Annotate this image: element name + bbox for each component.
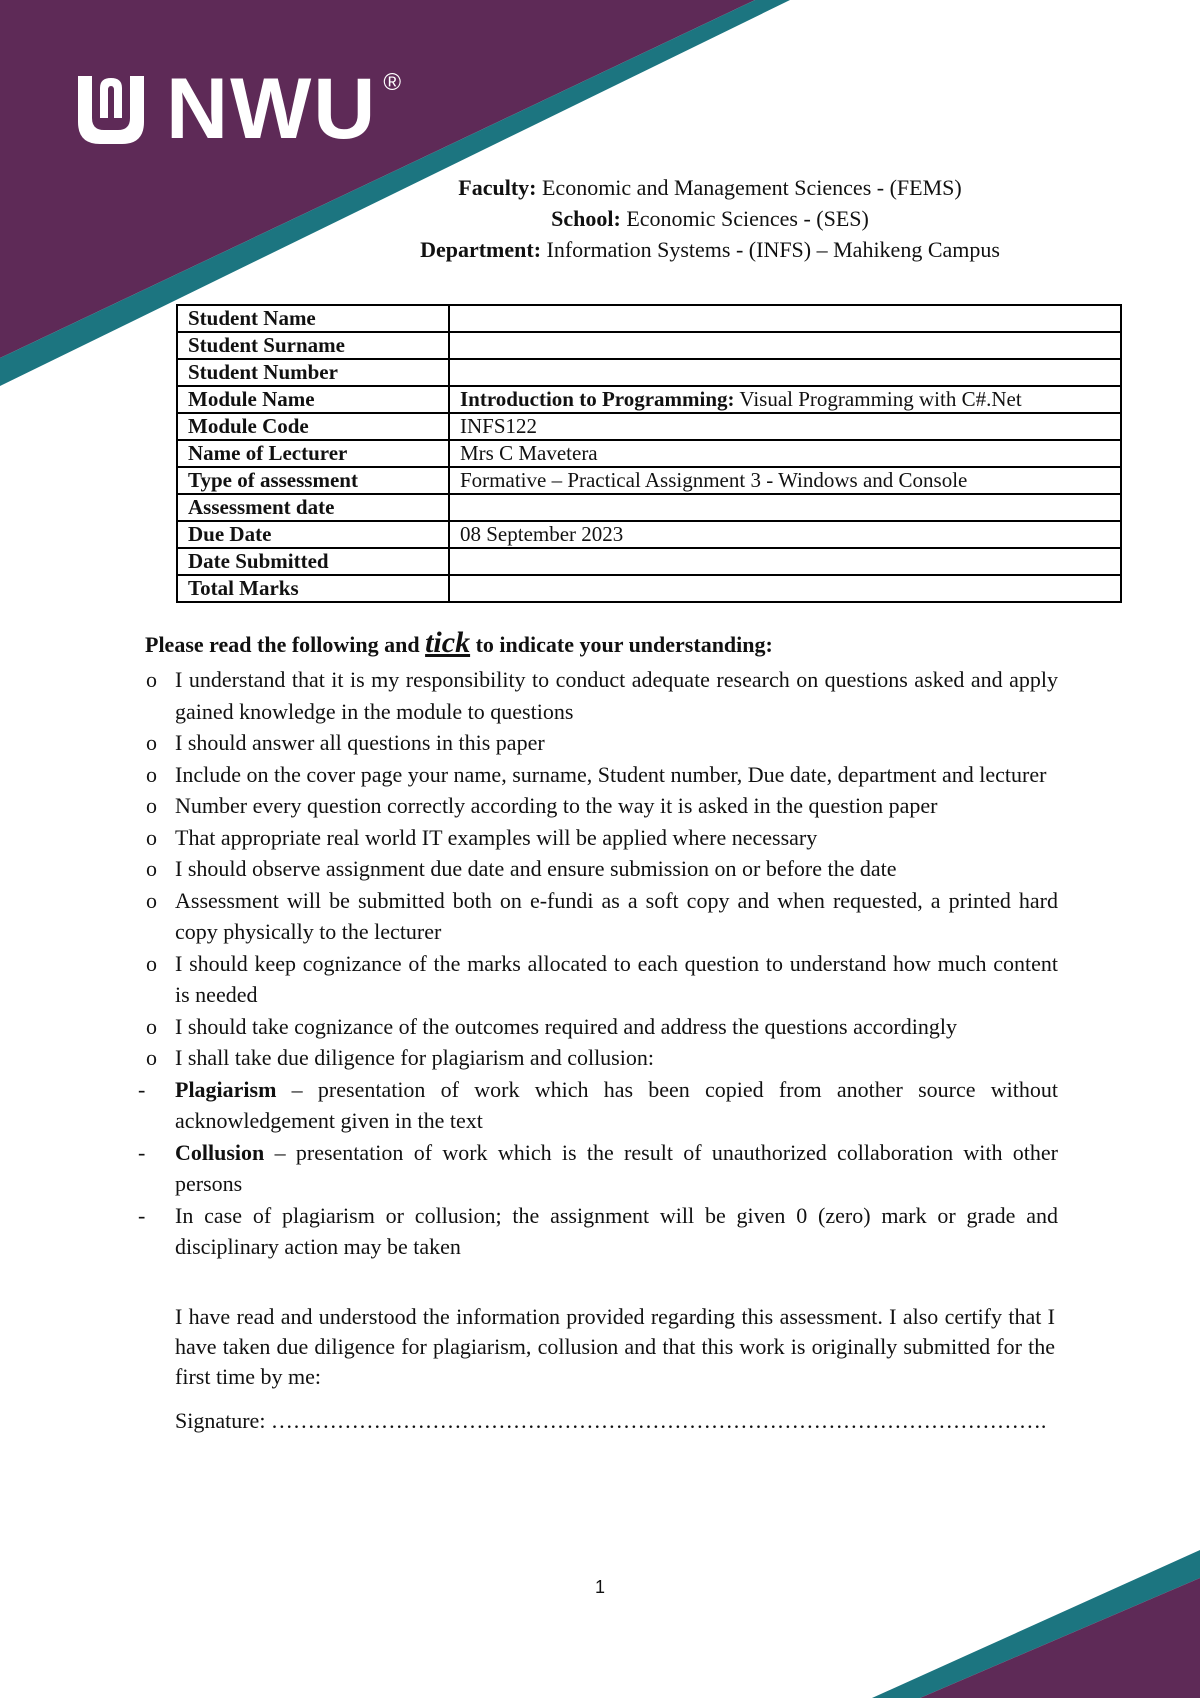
dash-item xyxy=(138,1074,1058,1137)
checklist-item-text: I should take cognizance of the outcomes required and address the questions accordingly xyxy=(175,1013,957,1039)
nwu-emblem-icon xyxy=(70,68,152,150)
table-row xyxy=(177,494,1121,521)
circle-bullet-icon: o xyxy=(146,856,157,881)
logo-text: NWU xyxy=(166,61,378,157)
field-value xyxy=(449,494,1121,521)
field-value xyxy=(449,575,1121,602)
field-value xyxy=(449,359,1121,386)
field-label: Total Marks xyxy=(177,575,449,602)
dash-bullet-icon: - xyxy=(138,1076,146,1102)
page-number: 1 xyxy=(594,1577,605,1597)
field-label: Type of assessment xyxy=(177,467,449,494)
checklist-item xyxy=(138,727,1058,759)
field-label: Assessment date xyxy=(177,494,449,521)
department-line xyxy=(300,234,1120,265)
field-label: Student Number xyxy=(177,359,449,386)
circle-bullet-icon: o xyxy=(146,824,157,850)
faculty-line xyxy=(300,172,1120,203)
table-row xyxy=(177,521,1121,548)
school-line xyxy=(300,203,1120,234)
circle-bullet-icon: o xyxy=(146,730,157,755)
table-row xyxy=(177,575,1121,602)
dash-item-term: Plagiarism xyxy=(175,1076,277,1102)
dash-item-text: – presentation of work which has been copied from another source without acknowledgement given in the text xyxy=(175,1076,1058,1133)
field-label: Date Submitted xyxy=(177,548,449,575)
field-label: Module Code xyxy=(177,413,449,440)
instructions-post: to indicate your understanding: xyxy=(470,632,773,657)
faculty-label: Faculty: xyxy=(458,175,537,200)
field-value: Mrs C Mavetera xyxy=(449,440,1121,467)
school-label: School: xyxy=(551,206,621,231)
table-row xyxy=(177,467,1121,494)
checklist-item-text: I shall take due diligence for plagiarism and collusion: xyxy=(175,1045,654,1070)
nwu-logo xyxy=(70,61,402,157)
faculty-header xyxy=(300,172,1120,265)
field-value xyxy=(449,305,1121,332)
checklist-item xyxy=(138,1011,1058,1043)
circle-bullet-icon: o xyxy=(146,667,157,692)
table-row xyxy=(177,386,1121,413)
checklist-item-text: I understand that it is my responsibility to conduct adequate research on questions asked and apply gained knowledge in the module to questions xyxy=(175,667,1058,724)
registered-mark: ® xyxy=(383,69,402,96)
field-value xyxy=(449,332,1121,359)
checklist-item xyxy=(138,853,1058,885)
circle-bullet-icon: o xyxy=(146,761,157,787)
circle-bullet-icon: o xyxy=(146,1013,157,1039)
circle-bullet-icon: o xyxy=(146,887,157,913)
dash-item xyxy=(138,1137,1058,1200)
checklist-item-text: Include on the cover page your name, surname, Student number, Due date, department and lecturer xyxy=(175,761,1047,787)
dash-item xyxy=(138,1200,1058,1263)
field-label: Name of Lecturer xyxy=(177,440,449,467)
checklist-item xyxy=(138,790,1058,822)
field-label: Student Surname xyxy=(177,332,449,359)
field-value xyxy=(449,548,1121,575)
field-value: Formative – Practical Assignment 3 - Windows and Console xyxy=(449,467,1121,494)
dash-item-text: In case of plagiarism or collusion; the assignment will be given 0 (zero) mark or grade and disciplinary action may be taken xyxy=(175,1202,1058,1259)
checklist-item-text: Number every question correctly according to the way it is asked in the question paper xyxy=(175,793,938,818)
field-value xyxy=(449,386,1121,413)
checklist xyxy=(138,664,1058,1263)
dash-item-text: – presentation of work which is the result of unauthorized collaboration with other persons xyxy=(175,1139,1058,1196)
field-value-text: Visual Programming with C#.Net xyxy=(734,387,1022,411)
table-row xyxy=(177,440,1121,467)
checklist-item xyxy=(138,664,1058,727)
checklist-item-text: I should keep cognizance of the marks allocated to each question to understand how much content is needed xyxy=(175,950,1058,1007)
instructions-pre: Please read the following and xyxy=(145,632,426,657)
checklist-item xyxy=(138,759,1058,791)
checklist-item xyxy=(138,822,1058,854)
checklist-item-text: Assessment will be submitted both on e-fundi as a soft copy and when requested, a printed hard copy physically to the lecturer xyxy=(175,887,1058,944)
checklist-item-text: That appropriate real world IT examples will be applied where necessary xyxy=(175,824,818,850)
field-label: Student Name xyxy=(177,305,449,332)
field-value-bold: Introduction to Programming: xyxy=(460,387,735,411)
circle-bullet-icon: o xyxy=(146,1045,157,1070)
field-value: 08 September 2023 xyxy=(449,521,1121,548)
field-label: Due Date xyxy=(177,521,449,548)
signature-line: Signature: ……………………………………………………………………………………………. xyxy=(175,1408,1047,1433)
faculty-value: Economic and Management Sciences - (FEMS) xyxy=(541,175,962,200)
school-value: Economic Sciences - (SES) xyxy=(626,206,869,231)
department-value: Information Systems - (INFS) – Mahikeng Campus xyxy=(546,237,1000,262)
tick-word: tick xyxy=(425,626,471,659)
table-row xyxy=(177,413,1121,440)
checklist-item-text: I should observe assignment due date and ensure submission on or before the date xyxy=(175,856,897,881)
table-row xyxy=(177,332,1121,359)
field-value: INFS122 xyxy=(449,413,1121,440)
dash-bullet-icon: - xyxy=(138,1139,146,1165)
circle-bullet-icon: o xyxy=(146,950,157,976)
field-label: Module Name xyxy=(177,386,449,413)
declaration-text: I have read and understood the information provided regarding this assessment. I also certify that I have taken due diligence for plagiarism, collusion and that this work is originally submitted for the first time by me: xyxy=(175,1304,1055,1389)
instructions-heading xyxy=(145,626,773,660)
checklist-item xyxy=(138,885,1058,948)
dash-bullet-icon: - xyxy=(138,1202,146,1228)
student-info-table xyxy=(176,304,1122,603)
checklist-item xyxy=(138,1042,1058,1074)
table-row xyxy=(177,359,1121,386)
table-row xyxy=(177,548,1121,575)
circle-bullet-icon: o xyxy=(146,793,157,818)
checklist-item-text: I should answer all questions in this paper xyxy=(175,730,545,755)
table-row xyxy=(177,305,1121,332)
dash-item-term: Collusion xyxy=(175,1139,265,1165)
department-label: Department: xyxy=(420,237,542,262)
checklist-item xyxy=(138,948,1058,1011)
